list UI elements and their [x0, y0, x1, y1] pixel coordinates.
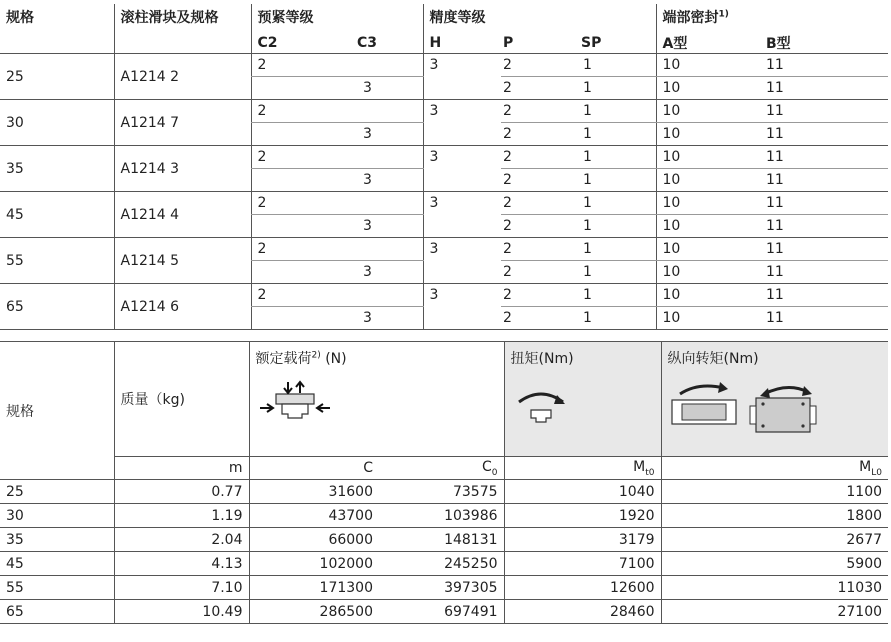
mass-cell: 0.77	[114, 480, 249, 504]
c-cell: 171300	[249, 576, 379, 600]
c-cell: 286500	[249, 600, 379, 624]
h-cell: 3	[423, 284, 501, 307]
c2-cell: 2	[251, 100, 343, 123]
block-header: 滚柱滑块及规格	[114, 4, 251, 54]
b-cell: 11	[760, 238, 888, 261]
block-cell: A1214 4	[114, 192, 251, 238]
size-cell: 65	[0, 284, 114, 330]
c3-cell: 3	[343, 261, 423, 284]
size-cell: 55	[0, 576, 114, 600]
a-cell: 10	[656, 100, 760, 123]
a-cell: 10	[656, 238, 760, 261]
h-cell	[423, 307, 501, 330]
size-cell: 25	[0, 480, 114, 504]
size-header: 规格	[0, 4, 114, 54]
accuracy-preload-table	[0, 4, 888, 330]
a-cell: 10	[656, 192, 760, 215]
p-cell: 2	[501, 215, 579, 238]
p-cell: 2	[501, 54, 579, 77]
table-row	[0, 480, 888, 504]
h-cell: 3	[423, 54, 501, 77]
h-cell	[423, 123, 501, 146]
load-direction-icon	[256, 380, 336, 428]
h-cell: 3	[423, 238, 501, 261]
a-cell: 10	[656, 307, 760, 330]
table-row	[0, 528, 888, 552]
c2-cell: 2	[251, 238, 343, 261]
block-cell: A1214 2	[114, 54, 251, 100]
c3-cell	[343, 54, 423, 77]
table-row	[0, 284, 888, 307]
mass-cell: 10.49	[114, 600, 249, 624]
sp-header: SP	[579, 33, 656, 54]
unit-mt: $M_{t0}$	[504, 457, 661, 480]
h-cell	[423, 261, 501, 284]
sp-cell: 1	[579, 77, 656, 100]
h-cell	[423, 77, 501, 100]
size-cell: 35	[0, 146, 114, 192]
unit-c0: $C_0$	[379, 457, 504, 480]
p-cell: 2	[501, 238, 579, 261]
size-cell: 30	[0, 100, 114, 146]
torque-rotation-icon	[511, 380, 571, 428]
p-cell: 2	[501, 146, 579, 169]
table-row	[0, 552, 888, 576]
preload-header: 预紧等级	[251, 4, 423, 33]
b-cell: 11	[760, 77, 888, 100]
c3-cell: 3	[343, 307, 423, 330]
h-header: H	[423, 33, 501, 54]
size-cell: 45	[0, 192, 114, 238]
ml-cell: 11030	[661, 576, 888, 600]
mt-cell: 7100	[504, 552, 661, 576]
c3-cell: 3	[343, 215, 423, 238]
b-cell: 11	[760, 100, 888, 123]
size-cell: 30	[0, 504, 114, 528]
c3-cell	[343, 284, 423, 307]
ml-cell: 27100	[661, 600, 888, 624]
mass-cell: 1.19	[114, 504, 249, 528]
c2-cell: 2	[251, 192, 343, 215]
size-cell: 45	[0, 552, 114, 576]
a-cell: 10	[656, 123, 760, 146]
block-cell: A1214 7	[114, 100, 251, 146]
table-row	[0, 146, 888, 169]
ml-cell: 1800	[661, 504, 888, 528]
mass-header: 质量（kg)	[114, 342, 249, 457]
c3-cell: 3	[343, 123, 423, 146]
b-cell: 11	[760, 307, 888, 330]
c2-cell: 2	[251, 284, 343, 307]
sp-cell: 1	[579, 307, 656, 330]
size-cell: 55	[0, 238, 114, 284]
a-cell: 10	[656, 77, 760, 100]
sp-cell: 1	[579, 146, 656, 169]
ml-cell: 2677	[661, 528, 888, 552]
c2-cell	[251, 77, 343, 100]
h-cell	[423, 169, 501, 192]
b-cell: 11	[760, 54, 888, 77]
load-header-cell	[249, 342, 504, 457]
accuracy-header: 精度等级	[423, 4, 656, 33]
p-cell: 2	[501, 123, 579, 146]
torque-header-cell	[504, 342, 661, 457]
mt-cell: 12600	[504, 576, 661, 600]
c2-cell	[251, 261, 343, 284]
ml-cell: 1100	[661, 480, 888, 504]
mass-cell: 7.10	[114, 576, 249, 600]
c0-cell: 73575	[379, 480, 504, 504]
mass-cell: 4.13	[114, 552, 249, 576]
b-cell: 11	[760, 146, 888, 169]
p-cell: 2	[501, 192, 579, 215]
sp-cell: 1	[579, 123, 656, 146]
b-cell: 11	[760, 215, 888, 238]
mt-cell: 1040	[504, 480, 661, 504]
c-cell: 31600	[249, 480, 379, 504]
c2-cell	[251, 169, 343, 192]
sp-cell: 1	[579, 238, 656, 261]
b-cell: 11	[760, 192, 888, 215]
c2-cell	[251, 123, 343, 146]
sp-cell: 1	[579, 284, 656, 307]
p-header: P	[501, 33, 579, 54]
sp-cell: 1	[579, 169, 656, 192]
c0-cell: 245250	[379, 552, 504, 576]
mt-cell: 3179	[504, 528, 661, 552]
block-cell: A1214 5	[114, 238, 251, 284]
a-cell: 10	[656, 146, 760, 169]
c2-cell	[251, 215, 343, 238]
sp-cell: 1	[579, 215, 656, 238]
mass-cell: 2.04	[114, 528, 249, 552]
a-cell: 10	[656, 261, 760, 284]
b-cell: 11	[760, 284, 888, 307]
c3-header: C3	[343, 33, 423, 54]
c0-cell: 697491	[379, 600, 504, 624]
p-cell: 2	[501, 77, 579, 100]
block-cell: A1214 6	[114, 284, 251, 330]
sp-cell: 1	[579, 261, 656, 284]
c3-cell	[343, 146, 423, 169]
long-torque-header-cell	[661, 342, 888, 457]
long-torque-header: 纵向转矩(Nm)	[667, 351, 759, 367]
sp-cell: 1	[579, 54, 656, 77]
p-cell: 2	[501, 169, 579, 192]
b-type-header: B型	[760, 33, 888, 54]
c-cell: 66000	[249, 528, 379, 552]
load-header: 额定载荷$^{2)}$ (N)	[255, 350, 347, 367]
a-cell: 10	[656, 284, 760, 307]
p-cell: 2	[501, 307, 579, 330]
load-rating-table	[0, 341, 888, 624]
torque-header: 扭矩(Nm)	[510, 351, 574, 367]
table-row	[0, 192, 888, 215]
a-cell: 10	[656, 215, 760, 238]
b-cell: 11	[760, 123, 888, 146]
c3-cell	[343, 100, 423, 123]
b-cell: 11	[760, 261, 888, 284]
size-header-2: 规格	[0, 342, 114, 480]
size-cell: 35	[0, 528, 114, 552]
h-cell: 3	[423, 146, 501, 169]
a-cell: 10	[656, 169, 760, 192]
c3-cell	[343, 192, 423, 215]
unit-m: m	[114, 457, 249, 480]
h-cell: 3	[423, 192, 501, 215]
table-row	[0, 54, 888, 77]
unit-ml: $M_{L0}$	[661, 457, 888, 480]
c2-cell	[251, 307, 343, 330]
table-row	[0, 238, 888, 261]
c0-cell: 148131	[379, 528, 504, 552]
longitudinal-torque-icon	[668, 380, 828, 436]
ml-cell: 5900	[661, 552, 888, 576]
c0-cell: 397305	[379, 576, 504, 600]
c2-cell: 2	[251, 146, 343, 169]
c0-cell: 103986	[379, 504, 504, 528]
h-cell: 3	[423, 100, 501, 123]
seal-header: 端部密封$^{1)}$	[656, 4, 888, 33]
table-row	[0, 504, 888, 528]
p-cell: 2	[501, 261, 579, 284]
table-row	[0, 600, 888, 624]
c3-cell: 3	[343, 77, 423, 100]
c2-header: C2	[251, 33, 343, 54]
unit-c: C	[249, 457, 379, 480]
a-type-header: A型	[656, 33, 760, 54]
c3-cell: 3	[343, 169, 423, 192]
c-cell: 102000	[249, 552, 379, 576]
sp-cell: 1	[579, 100, 656, 123]
a-cell: 10	[656, 54, 760, 77]
block-cell: A1214 3	[114, 146, 251, 192]
c-cell: 43700	[249, 504, 379, 528]
c3-cell	[343, 238, 423, 261]
sp-cell: 1	[579, 192, 656, 215]
c2-cell: 2	[251, 54, 343, 77]
table-row	[0, 576, 888, 600]
h-cell	[423, 215, 501, 238]
b-cell: 11	[760, 169, 888, 192]
size-cell: 25	[0, 54, 114, 100]
p-cell: 2	[501, 284, 579, 307]
mt-cell: 1920	[504, 504, 661, 528]
p-cell: 2	[501, 100, 579, 123]
size-cell: 65	[0, 600, 114, 624]
table-row	[0, 100, 888, 123]
mt-cell: 28460	[504, 600, 661, 624]
